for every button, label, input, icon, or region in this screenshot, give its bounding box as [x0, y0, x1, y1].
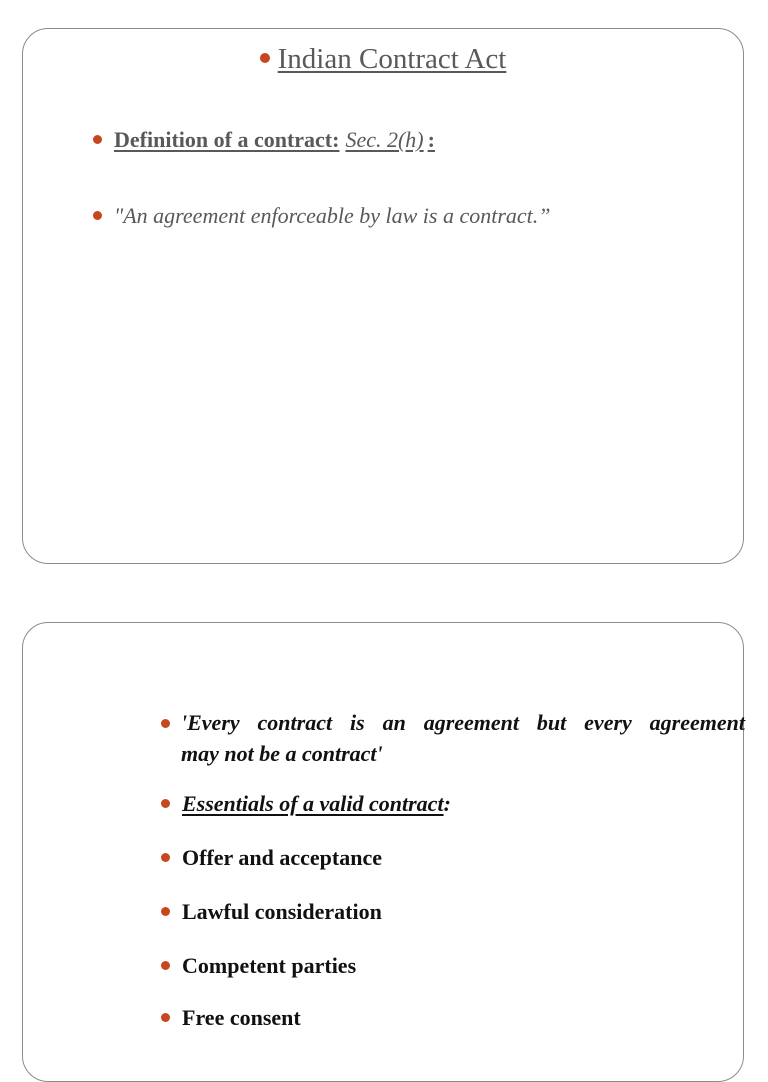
- list-item-label: Offer and acceptance: [182, 845, 382, 870]
- list-item-label: Free consent: [182, 1005, 301, 1030]
- slide-title: Indian Contract Act: [277, 43, 507, 75]
- essentials-colon: :: [443, 791, 451, 816]
- list-item: [161, 899, 382, 925]
- definition-row: [93, 127, 435, 153]
- essentials-heading-row: [161, 791, 451, 817]
- bullet-icon: [260, 53, 270, 63]
- definition-text: [114, 127, 435, 153]
- agreement-quote-line-1: 'Every contract is an agreement but every agreement: [181, 710, 745, 735]
- list-item: [161, 1005, 301, 1031]
- definition-section: Sec. 2(h): [345, 127, 424, 152]
- definition-quote-row: [93, 203, 551, 229]
- slide-2: [22, 622, 744, 1082]
- agreement-quote-line-2: may not be a contract': [181, 741, 383, 766]
- list-item-label: Lawful consideration: [182, 899, 382, 924]
- bullet-icon: [161, 853, 170, 862]
- definition-label: Definition of a contract:: [114, 127, 340, 152]
- slide-1-title-row: [23, 43, 743, 76]
- agreement-quote-block: [161, 707, 745, 769]
- essentials-heading: [182, 791, 451, 817]
- list-item: [161, 845, 382, 871]
- bullet-icon: [161, 719, 170, 728]
- bullet-icon: [161, 799, 170, 808]
- agreement-quote: [181, 707, 745, 769]
- bullet-icon: [161, 1013, 170, 1022]
- definition-quote: "An agreement enforceable by law is a contract.”: [114, 203, 551, 228]
- bullet-icon: [93, 135, 102, 144]
- list-item: [161, 953, 356, 979]
- slide-1: [22, 28, 744, 564]
- essentials-label: Essentials of a valid contract: [182, 791, 444, 816]
- bullet-icon: [161, 907, 170, 916]
- list-item-label: Competent parties: [182, 953, 357, 978]
- bullet-icon: [161, 961, 170, 970]
- bullet-icon: [93, 211, 102, 220]
- definition-colon: :: [427, 127, 435, 152]
